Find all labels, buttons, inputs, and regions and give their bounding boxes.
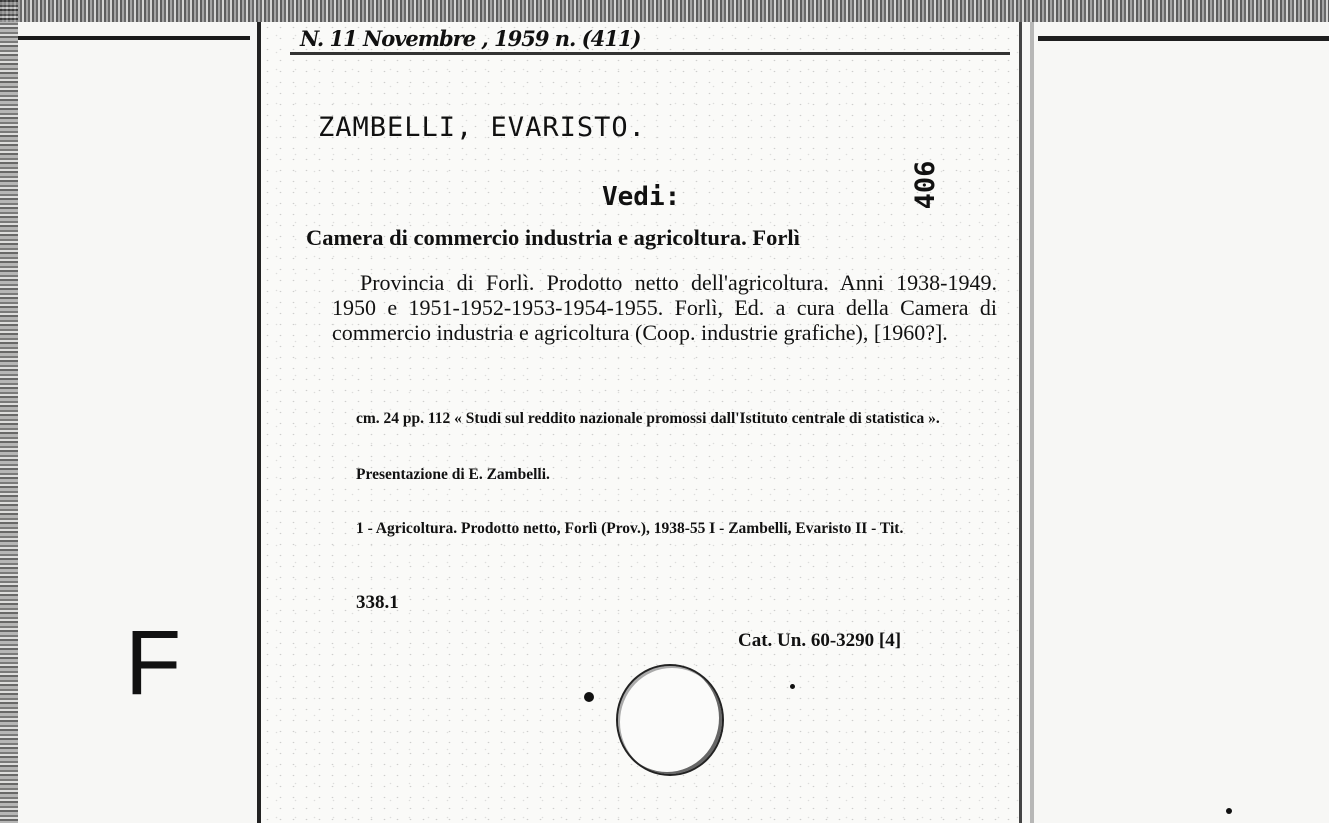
catalog-number: Cat. Un. 60-3290 [4] xyxy=(738,630,902,651)
tracings-text xyxy=(332,520,997,537)
collation-text xyxy=(332,410,997,428)
handwriting-underline xyxy=(290,52,1010,55)
punch-hole xyxy=(616,664,724,776)
collation-line: cm. 24 pp. 112 « Studi sul reddito nazionale promossi dall'Istituto centrale di statistica ». xyxy=(356,410,940,427)
entry-heading: Camera di commercio industria e agricoltura. Forlì xyxy=(306,225,800,250)
tracings-line: 1 - Agricoltura. Prodotto netto, Forlì (Prov.), 1938-55 I - Zambelli, Evaristo II - Tit. xyxy=(356,520,904,537)
ink-dot xyxy=(1226,808,1232,814)
right-panel-rule xyxy=(1038,36,1329,41)
stamp-number: 406 xyxy=(910,160,941,210)
body-text xyxy=(332,270,997,345)
scan-border-top xyxy=(0,0,1329,22)
handwritten-note: N. 11 Novembre , 1959 n. (411) xyxy=(300,26,641,51)
left-panel-rule xyxy=(18,36,250,40)
right-panel-edge xyxy=(1030,22,1034,823)
body-line: Provincia di Forlì. Prodotto netto dell'agricoltura. Anni 1938-1949. 1950 e 1951-1952-1953-1954-1955. Forlì, Ed. a cura della Camera di commercio industria e agricoltura (Coop. industrie grafiche), [1960?]. xyxy=(332,270,997,345)
tab-letter: F xyxy=(125,612,182,714)
ink-dot xyxy=(790,684,795,689)
see-label: Vedi: xyxy=(602,182,681,212)
card-heading: ZAMBELLI, EVARISTO. xyxy=(318,112,646,143)
ink-dot xyxy=(584,692,594,702)
class-number: 338.1 xyxy=(356,592,399,613)
scan-border-left xyxy=(0,0,18,823)
note-text: Presentazione di E. Zambelli. xyxy=(356,466,550,483)
